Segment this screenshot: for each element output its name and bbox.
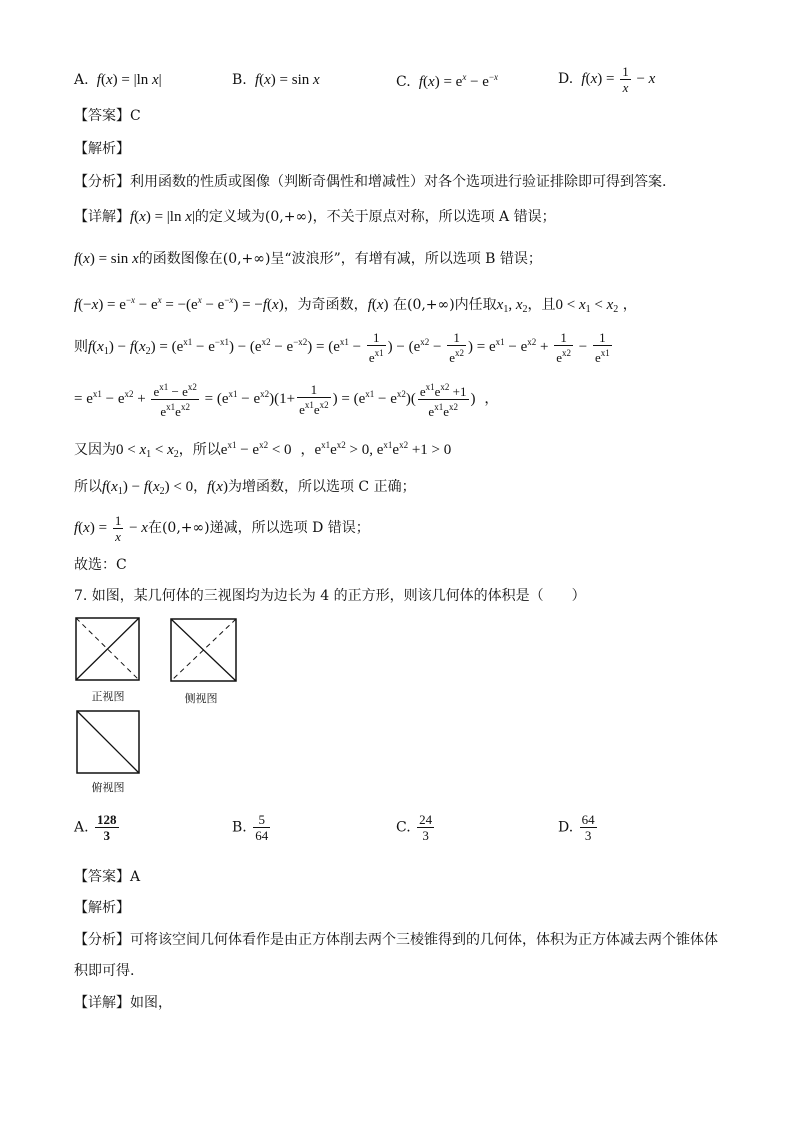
option-denominator: 3 [103, 828, 111, 843]
option-letter: C. [396, 819, 411, 836]
detail-d-text: 在(0,+∞)递减，所以选项 D 错误； [147, 519, 370, 536]
answer-label: 【答案】 [74, 108, 130, 124]
then-text: 则 [74, 338, 88, 355]
q6-option-c [396, 72, 498, 91]
fenxi-label: 【分析】 [74, 932, 130, 948]
zeng-text: 为增函数，所以选项 C 正确； [227, 479, 416, 495]
q7-option-d [558, 812, 599, 843]
option-numerator: 128 [97, 812, 117, 827]
front-view-caption: 正视图 [91, 690, 125, 703]
q6-detail-c-line1: $f(-x) = e^{-x} - e^x = -(e^x - e^{-x}) = -f(x)$，为奇函数，f(x) 在(0,+∞)内任取$x_1$, $x_2$，且$0 < x_1 < x_2$ ， [74, 295, 637, 315]
suoyi-text: 所以 [74, 479, 102, 495]
side-view-caption: 侧视图 [184, 692, 218, 705]
q6-detail-c-line3: = $e^{x1} - e^{x2}$ + $\frac{e^{x1} - e^{x2}}{e^{x1}e^{x2}}$ = $(e^{x1} - e^{x2})(1+$ $\frac{1}{e^{x1}e^{x2}}$ ) = $(e^{x1} - e^{x2})$( $\frac{e^{x1}e^{x2} +1}{e^{x1}e^{x2}}$ ) ， [74, 382, 499, 419]
fenxi-text: 利用函数的性质或图像（判断奇偶性和增减性）对各个选项进行验证排除即可得到答案. [130, 174, 667, 190]
youyinwei-text: 又因为 [74, 442, 116, 458]
q6-detail-c-line2: 则$f(x_1) - f(x_2) = (e^{x1} - e^{-x1}) - (e^{x2} - e^{-x2}) = (e^{x1}$ − $\frac{1}{e^{x1}}$ ) − ($e^{x2}$ − $\frac{1}{e^{x2}}$ ) = $e^{x1} - e^{x2}$ + $\frac{1}{e^{x2}}$ − $\frac{1}{e^{x1}}$ [74, 330, 610, 365]
option-expr: $f(x) = e^x - e^{-x}$ [418, 72, 499, 90]
detail-c3-text: ，且 [527, 297, 556, 313]
fenxi-text-1: 可将该空间几何体看作是由正方体削去两个三棱锥得到的几何体，体积为正方体减去两个锥体体 [130, 932, 718, 948]
option-letter: C. [396, 74, 411, 90]
side-view-figure [170, 618, 238, 682]
q6-option-d [558, 64, 655, 95]
q7-fenxi-line2: 积即可得. [74, 963, 135, 979]
q6-detail-b: f(x) = sin x的函数图像在(0,+∞)呈“波浪形”，有增有减，所以选项 B 错误； [74, 251, 542, 267]
q6-option-b [232, 72, 320, 89]
q7-option-a [74, 812, 121, 843]
option-letter: D. [558, 70, 574, 87]
q6-fenxi [74, 172, 666, 192]
detail-a-text: 的定义域为(0,+∞)，不关于原点对称，所以选项 A 错误； [194, 209, 556, 225]
q7-fenxi-line1 [74, 930, 718, 950]
q7-stem: 7. 如图，某几何体的三视图均为边长为 4 的正方形，则该几何体的体积是（ ） [74, 588, 586, 604]
option-letter: B. [232, 819, 247, 836]
q6-option-a [74, 72, 162, 89]
detail-text: 如图， [130, 995, 172, 1011]
option-expr: f(x) = sin x [254, 72, 320, 88]
q6-detail-c-line4: 又因为$0 < x_1 < x_2$，所以$e^{x1} - e^{x2} < 0$ ，$e^{x1}e^{x2} > 0$, $e^{x1}e^{x2} +1 > 0$ [74, 440, 452, 460]
option-denominator: 3 [584, 828, 592, 843]
q7-option-c [396, 812, 436, 843]
q6-detail-d: f(x) = $\frac{1}{x}$ − x在(0,+∞)递减，所以选项 D 错误； [74, 513, 370, 544]
q6-detail-c-line5: 所以$f(x_1) - f(x_2) < 0$，f(x)为增函数，所以选项 C 正确； [74, 479, 416, 497]
detail-label: 【详解】 [74, 209, 130, 225]
q6-guxuan: 故选：C [74, 557, 127, 573]
option-letter: B. [232, 72, 247, 88]
option-expr: f(x) = |ln x| [96, 72, 162, 88]
option-letter: D. [558, 819, 574, 836]
q7-detail [74, 993, 172, 1013]
option-numerator: 64 [581, 812, 595, 827]
option-denominator: 64 [255, 828, 269, 843]
option-denominator: 3 [422, 828, 429, 843]
answer-label: 【答案】 [74, 869, 130, 885]
option-expr: f(x) = $\frac{1}{x}$ − x [581, 64, 656, 95]
option-letter: A. [74, 72, 89, 88]
fenxi-label: 【分析】 [74, 174, 130, 190]
detail-b-text: 的函数图像在(0,+∞)呈“波浪形”，有增有减，所以选项 B 错误； [138, 251, 542, 267]
suoyi-comma-text: ，所以 [178, 442, 221, 458]
q6-answer [74, 106, 141, 126]
q6-analysis-label: 【解析】 [74, 141, 130, 157]
detail-label: 【详解】 [74, 995, 130, 1011]
q7-answer [74, 867, 140, 887]
answer-value: C [130, 108, 141, 124]
q7-option-b [232, 812, 272, 843]
option-letter: A. [74, 819, 89, 836]
top-view-figure [76, 710, 141, 775]
detail-c1-text: ，为奇函数， [283, 297, 368, 313]
option-numerator: 5 [253, 812, 270, 828]
top-view-caption: 俯视图 [91, 781, 125, 794]
q6-detail-a: 【详解】f(x) = |ln x|的定义域为(0,+∞)，不关于原点对称，所以选项 A 错误； [74, 209, 556, 225]
detail-c2-text: 在(0,+∞)内任取 [392, 297, 497, 313]
front-view-figure [75, 617, 141, 681]
q7-analysis-label: 【解析】 [74, 900, 130, 916]
option-numerator: 24 [419, 812, 433, 827]
answer-value: A [130, 869, 141, 885]
